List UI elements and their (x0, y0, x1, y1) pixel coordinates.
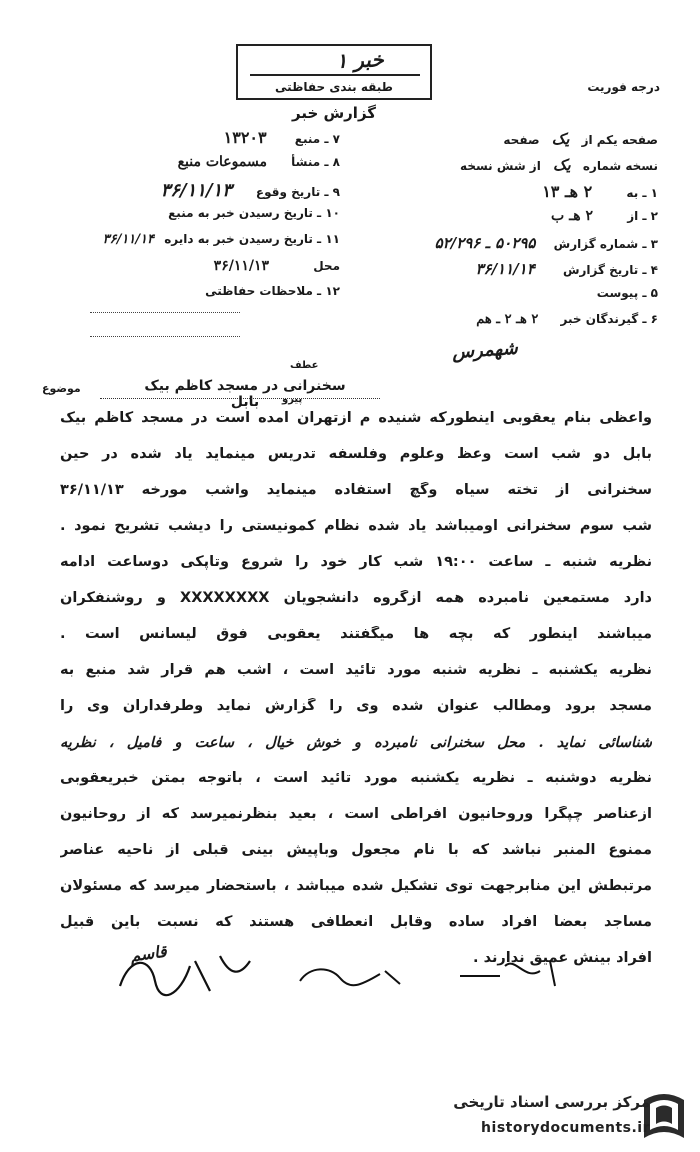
body-line: بابل دو شب است وعظ وعلوم وفلسفه تدریس مینماید یاد شده در حین (60, 446, 652, 462)
header-field-value: ۲ هـ ب (551, 208, 593, 224)
header-field-value: ۳۶/۱۱/۱۳ (213, 258, 270, 274)
body-line: شناسائی نماید . محل سخنرانی نامبرده و خوش خیال ، ساعت و فامیل ، نظریه (60, 734, 652, 751)
header-field-value: ۳۶/۱۱/۱۴ (475, 260, 535, 278)
body-line: افراد بینش عمیق ندارند . (473, 950, 652, 966)
header-field-label: ۲ ـ از (627, 209, 658, 223)
body-line: نظریه شنبه ـ ساعت ۱۹:۰۰ شب کار خود را شروع وتاپکی دوساعت ادامه (60, 554, 652, 570)
stamp-divider (250, 74, 420, 76)
body-line: دارد مستمعین نامبرده همه ازگروه دانشجویان XXXXXXXX و روشنفکران (60, 590, 652, 606)
archive-website-link[interactable]: historydocuments.ir (481, 1120, 650, 1136)
header-field-suffix: صفحه (503, 133, 540, 147)
body-line: مساجد بعضاً افراد ساده وقابل انعطافی هستند که نسبت باین قبیل (60, 914, 652, 930)
header-field-security-notes (90, 284, 340, 298)
header-field-label: ۱۰ ـ تاریخ رسیدن خبر به منبع (168, 206, 340, 220)
classification-label: طبقه بندی حفاظتی (275, 80, 393, 94)
header-field-label: ۶ ـ گیرندگان خبر (560, 312, 658, 326)
header-field-report-date (358, 260, 658, 278)
report-title: گزارش خبر (291, 104, 377, 122)
subject-rule (100, 398, 380, 399)
header-field-news-to-office-date (90, 232, 340, 247)
header-field-label: ۴ ـ تاریخ گزارش (562, 263, 658, 277)
header-field-location (90, 258, 340, 274)
header-field-label: ۵ ـ پیوست (596, 286, 658, 300)
header-field-value: یک (551, 130, 570, 148)
header-field-value: ۳۶/۱۱/۱۴ (102, 232, 154, 247)
header-field-from (398, 208, 658, 224)
header-field-label: ۱۲ ـ ملاحظات حفاظتی (205, 284, 340, 298)
header-field-label: ۸ ـ منشأ (291, 155, 340, 169)
header-field-origin (90, 154, 340, 170)
body-line: نظریه دوشنبه ـ نظریه یکشنبه مورد تائید است ، باتوجه بمتن خبریعقوبی (60, 770, 652, 786)
header-field-value: ۲ هـ ۱۳ (542, 182, 593, 201)
security-notes-rule (90, 312, 240, 313)
header-field-label: ۷ ـ منبع (294, 132, 340, 146)
header-field-to (398, 182, 658, 201)
body-line: مرتبطش این منابرجهت توی تشکیل شده میباشد ، باستحضار میرسد که مسئولان (60, 878, 652, 894)
body-line: میباشند اینطور که بچه ها میگفتند یعقوبی فوق لیسانس است . (60, 626, 652, 642)
body-line: شب سوم سخنرانی اومیباشد یاد شده نظام کمونیستی را دیشب تشریح نمود . (60, 518, 652, 534)
header-field-value: یک (553, 156, 571, 174)
header-field-label: صفحه یکم از (581, 133, 658, 147)
header-field-attachment (597, 286, 658, 300)
security-notes-rule (90, 336, 240, 337)
header-field-news-to-source-date (90, 206, 340, 220)
body-line: واعظی بنام یعقوبی اینطورکه شنیده م ازتهران آمده است در مسجد کاظم بیک (60, 410, 652, 426)
header-field-label: محل (313, 259, 340, 273)
header-field-source (90, 128, 340, 147)
header-field-event-date (90, 180, 340, 201)
bottom-signature-name: قاسم (128, 941, 168, 966)
subject-label: موضوع (42, 382, 81, 395)
subject-followup-note: پیرو (282, 394, 303, 405)
body-line: ازعناصر چپگرا وروحانیون افراطی است ، بعید بنظرنمیرسد که از روحانیون (60, 806, 652, 822)
archive-center-name: مرکز بررسی اسناد تاریخی (453, 1093, 650, 1111)
body-line: مسجد برود ومطالب عنوان شده وی را گزارش نماید وطرفداران وی را (60, 698, 652, 714)
header-field-label: ۳ ـ شماره گزارش (553, 237, 658, 251)
body-line: نظریه یکشنبه ـ نظریه شنبه مورد تائید است ، اشب هم قرار شد منبع به (60, 662, 652, 678)
header-field-copy (460, 156, 658, 174)
body-line: سخنرانی از تخته سیاه وگچ استفاده مینماید واشب مورخه ۳۶/۱۱/۱۳ (60, 482, 652, 498)
header-field-suffix: از شش نسخه (460, 159, 541, 173)
stamp-handwritten-mark: خبر ۱ (336, 47, 384, 73)
header-field-label: ۹ ـ تاریخ وقوع (255, 185, 340, 199)
header-field-value: ۵۰۲۹۵ ـ ۵۲/۲۹۶ (434, 234, 536, 252)
header-field-recipients (358, 312, 658, 327)
header-signature: شهمرس (451, 337, 519, 364)
header-field-value: ۱۳۲۰۳ (223, 128, 267, 147)
subject-reference-note: عطف (290, 360, 319, 371)
header-field-label: ۱ ـ به (626, 186, 658, 200)
header-field-value: ۳۶/۱۱/۱۳ (160, 180, 232, 201)
subject-value: سخنرانی در مسجد کاظم بیک بابل (144, 378, 346, 410)
header-field-report-number (358, 234, 658, 252)
bottom-signatures (100, 936, 600, 1006)
header-field-value: ۲ هـ ۲ ـ هم (476, 312, 539, 327)
header-field-label: ۱۱ ـ تاریخ رسیدن خبر به دایره (164, 232, 340, 246)
header-field-value: مسموعات منبع (177, 154, 267, 170)
header-field-page (503, 130, 658, 148)
header-field-label: نسخه شماره (582, 159, 658, 173)
body-line: ممنوع المنبر نباشد که با نام مجعول وباپیش بینی قبلی از ناحیه عناصر (60, 842, 652, 858)
urgency-label: درجه فوریت (587, 80, 660, 94)
